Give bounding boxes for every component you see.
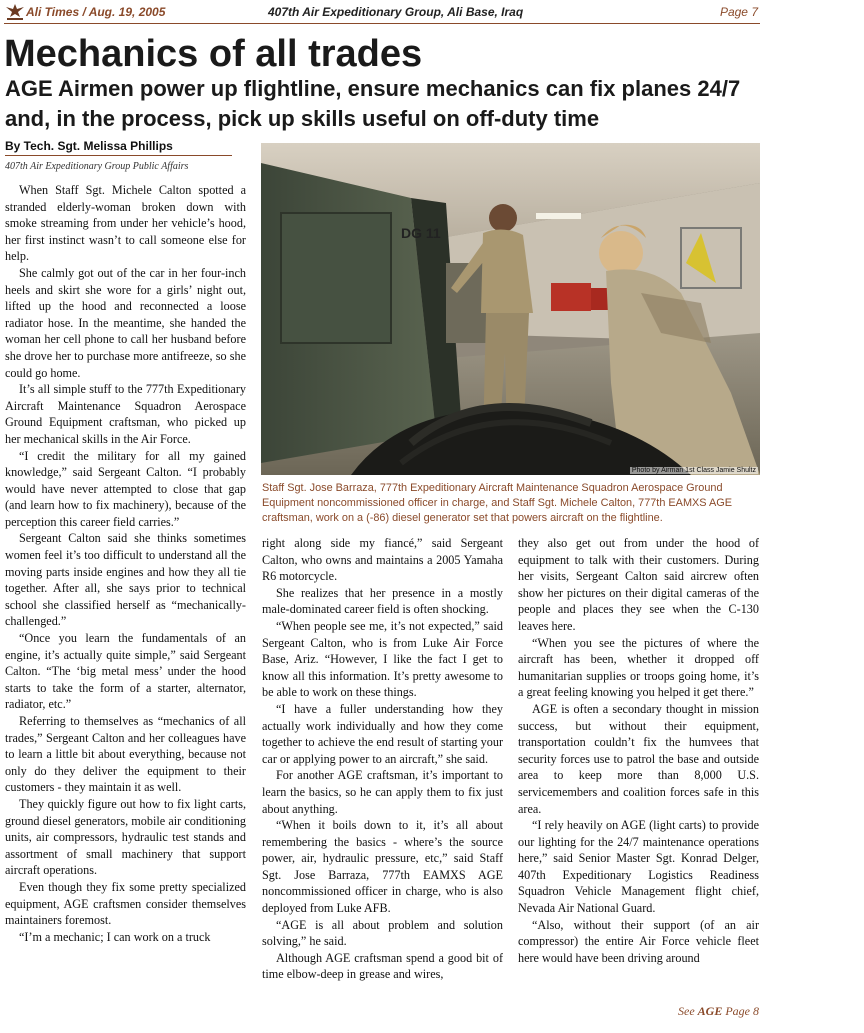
paragraph: “Once you learn the fundamentals of an engine, it’s actually quite simple,” said Sergeant Calton. “The ‘big metal mess’ under the hood starts to take the form of a starter, alternator, radiator, etc.” [5,631,246,712]
generator-marking: DG 11 [401,225,441,241]
paragraph: “I credit the military for all my gained knowledge,” said Sergeant Calton. “I probably would have never attempted to close that gap (and learn how to fix machinery), because of the perception this career field carries.” [5,448,246,529]
paragraph: When Staff Sgt. Michele Calton spotted a stranded elderly-woman broken down with smoke streaming from under her vehicle’s hood, her first instinct wasn’t to call someone else for help. [5,183,246,264]
article-subtitle: AGE Airmen power up flightline, ensure mechanics can fix planes 24/7 and, in the process, pick up skills useful on off-duty time [5,76,741,131]
continuation-page: Page 8 [725,1004,759,1018]
paragraph: “Also, without their support (of an air compressor) the entire Air Force vehicle fleet here would have been driving around [518,917,759,965]
author-affiliation: 407th Air Expeditionary Group Public Affairs [5,161,189,172]
paragraph: Referring to themselves as “mechanics of all trades,” Sergeant Calton and her colleagues have to learn a little bit about everything, because not only do they deliver the equipment to their customers - they maintain it as well. [5,714,246,795]
paragraph: “When people see me, it’s not expected,” said Sergeant Calton, who is from Luke Air Force Base, Ariz. “However, I like the fact I get to know all this information. It’s pretty awesome to be able to work on these things. [262,618,503,700]
byline: By Tech. Sgt. Melissa Phillips [5,139,173,153]
page-header [0,0,760,26]
paragraph: “When it boils down to it, it’s all about remembering the basics - where’s the source power, air, hydraulic pressure, etc,” said Staff Sgt. Jose Barraza, 777th EAMXS AGE noncommissioned officer in charge, who is also deployed from Luke AFB. [262,818,503,916]
air-force-logo-icon [4,2,26,22]
byline-divider [5,155,232,156]
paragraph: they also get out from under the hood of equipment to talk with their customers. During her visits, Sergeant Calton said aircrew often show her pictures on their digital cameras of the people and places they see when the C-130 leaves here. [518,536,759,633]
paragraph: “I have a fuller understanding how they actually work individually and how they come together to achieve the end result of starting your car or applying power to an aircraft,” she said. [262,701,503,766]
paragraph: Even though they fix some pretty specialized equipment, AGE craftsmen consider themselves maintainers foremost. [5,879,246,928]
paragraph: “AGE is all about problem and solution solving,” he said. [262,917,503,949]
article-column-3 [518,535,759,985]
paragraph: “I’m a mechanic; I can work on a truck [19,929,211,944]
paragraph: “I rely heavily on AGE (light carts) to provide our lighting for the 24/7 maintenance operations here,” said Senior Master Sgt. Konrad Delger, 407th Expeditionary Logistics Readiness Squadron Vehicle Management flight chief, Nevada Air National Guard. [518,818,759,916]
paragraph: “When you see the pictures of where the aircraft has been, whether it dropped off humanitarian supplies or troops going home, it’s a great feeling knowing you helped it get there.” [518,635,759,700]
paragraph: Although AGE craftsman spend a good bit of time elbow-deep in grease and wires, [262,950,503,982]
paragraph: She realizes that her presence in a mostly male-dominated career field is often shocking. [262,585,503,617]
article-column-2 [262,535,503,1031]
paragraph: It’s all simple stuff to the 777th Expeditionary Aircraft Maintenance Squadron Aerospace Ground Equipment craftsman, who picked up her mechanical skills in the Air Force. [5,382,246,446]
header-divider [4,23,760,24]
photo-illustration [261,143,760,475]
continuation-link[interactable] [678,1004,759,1019]
paragraph: For another AGE craftsman, it’s important to learn the basics, so he can apply them to fix just about anything. [262,768,503,816]
unit-location: 407th Air Expeditionary Group, Ali Base, Iraq [268,5,524,19]
photo-caption: Staff Sgt. Jose Barraza, 777th Expeditionary Aircraft Maintenance Squadron Aerospace Ground Equipment noncommissioned officer in charge, and Staff Sgt. Michele Calton, 777th EAMXS AGE craftsman, work on a (-86) diesel generator set that powers aircraft on the flightline. [262,482,732,524]
paragraph: AGE is often a secondary thought in mission success, but without their equipment, transportation couldn’t fix the humvees that security forces use to patrol the base and outside area to keep more than 8,000 U.S. servicemembers and coalition forces safe in this area. [518,701,759,816]
paragraph: They quickly figure out how to fix light carts, ground diesel generators, mobile air conditioning units, air compressors, hydraulic test stands and assortment of small machinery that support aircraft operations. [5,796,246,878]
article-photo [261,143,760,475]
photo-credit: Photo by Airman 1st Class Jamie Shultz [631,467,756,474]
newspaper-name-date: Ali Times / Aug. 19, 2005 [26,5,166,19]
paragraph: right along side my fiancé,” said Sergeant Calton, who owns and maintains a 2005 Yamaha R6 motorcycle. [262,536,503,584]
article-title: Mechanics of all trades [4,33,423,75]
page-number: Page 7 [719,5,758,19]
article-column-1 [5,182,246,1028]
paragraph: She calmly got out of the car in her four-inch heels and skirt she wore for a girls’ night out, lifted up the hood and reconnected a loose radiator hose. In the meantime, she handed the woman her cell phone to call her husband before she drove her to purchase more antifreeze, so she could go home. [5,265,246,380]
continuation-target: AGE [697,1004,723,1018]
continuation-prefix: See [678,1004,695,1018]
paragraph: Sergeant Calton said she thinks sometimes women feel it’s too difficult to understand all the moving parts inside engines and how they all tie together. After all, she says prior to technical school she classified herself as “mechanically-challenged.” [5,531,246,629]
